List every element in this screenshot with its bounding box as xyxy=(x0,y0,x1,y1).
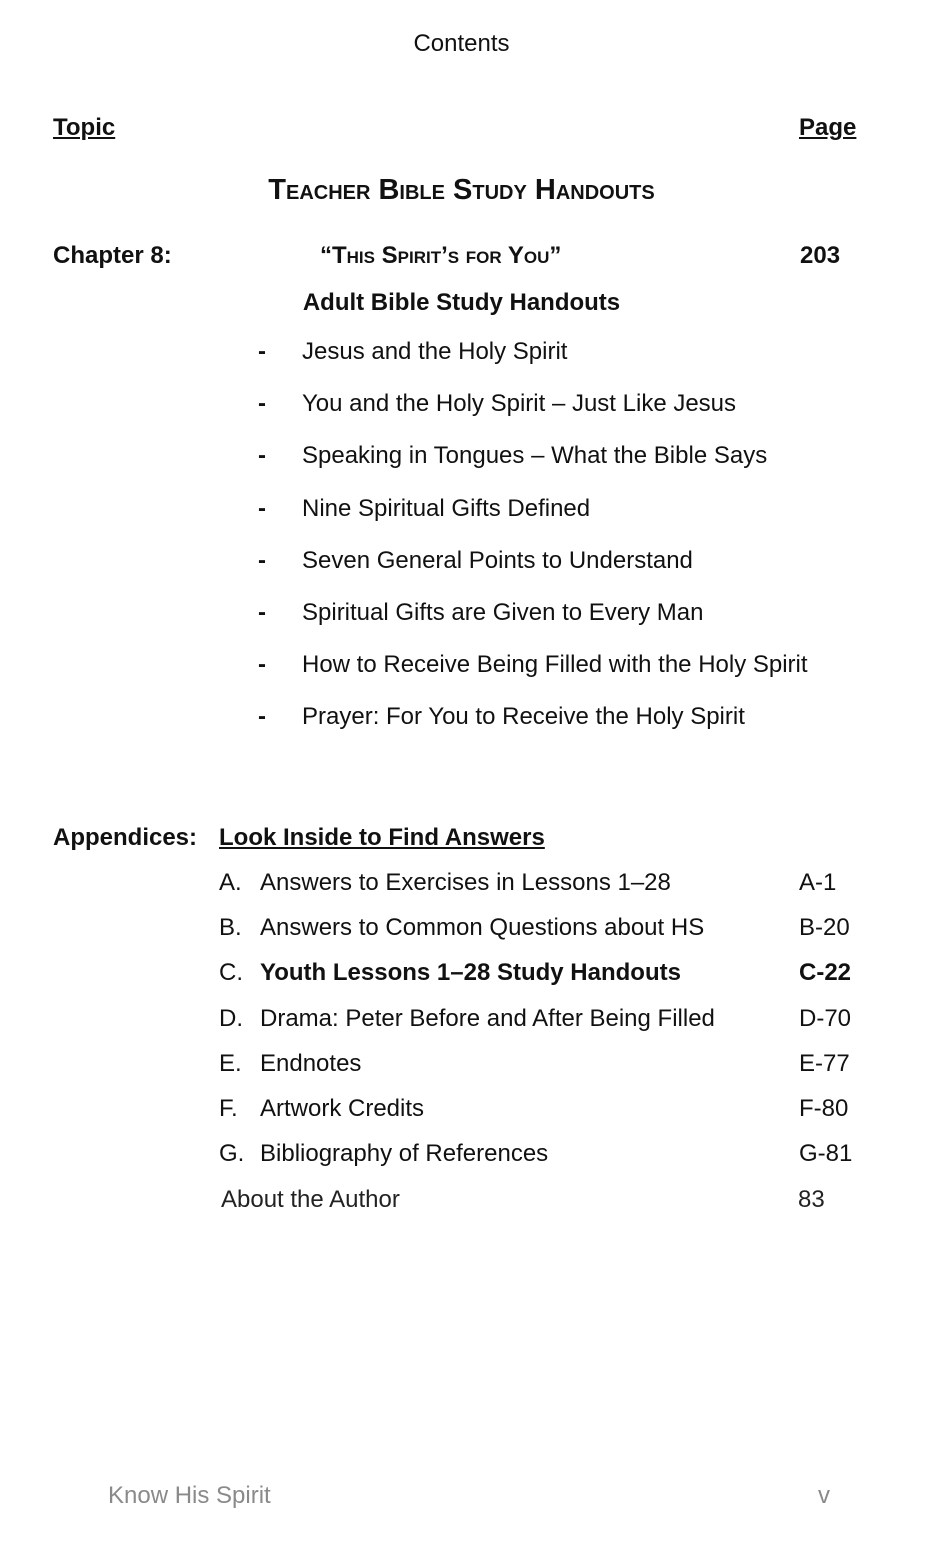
chapter-page-number: 203 xyxy=(800,242,841,269)
appendix-letter: C. xyxy=(219,959,243,987)
column-header-topic: Topic xyxy=(53,114,116,141)
list-item xyxy=(258,442,808,494)
list-item xyxy=(258,495,808,547)
list-item-text: Jesus and the Holy Spirit xyxy=(302,338,568,365)
appendix-title: Answers to Exercises in Lessons 1–28 xyxy=(260,869,671,896)
appendix-row xyxy=(219,1140,869,1185)
list-item xyxy=(258,547,808,599)
appendix-page: A-1 xyxy=(799,869,837,896)
appendix-title: Answers to Common Questions about HS xyxy=(260,914,705,942)
appendix-title: Endnotes xyxy=(260,1049,362,1077)
appendix-page: E-77 xyxy=(799,1049,850,1077)
appendix-row xyxy=(219,1005,869,1050)
dash-marker: - xyxy=(258,651,266,679)
appendix-page: D-70 xyxy=(799,1004,852,1032)
section-title: Teacher Bible Study Handouts xyxy=(268,174,655,206)
list-item xyxy=(258,338,808,390)
dash-marker: - xyxy=(258,598,266,626)
appendix-title: Bibliography of References xyxy=(260,1140,549,1168)
page-title: Contents xyxy=(413,30,510,57)
list-item-text: Prayer: For You to Receive the Holy Spirit xyxy=(302,703,745,731)
appendix-row xyxy=(219,1095,869,1140)
chapter-title: “This Spirit’s for You” xyxy=(320,242,562,269)
list-item-text: Seven General Points to Understand xyxy=(302,546,693,574)
list-item xyxy=(258,599,808,651)
chapter-subheading: Adult Bible Study Handouts xyxy=(302,289,621,316)
appendix-title: Youth Lessons 1–28 Study Handouts xyxy=(260,959,681,987)
appendix-letter: D. xyxy=(219,1004,243,1032)
list-item-text: You and the Holy Spirit – Just Like Jesus xyxy=(302,390,737,418)
appendix-row xyxy=(219,869,869,914)
appendices-list xyxy=(219,869,869,1185)
appendix-title: Artwork Credits xyxy=(260,1094,425,1122)
list-item xyxy=(258,703,808,755)
dash-marker: - xyxy=(258,703,266,731)
about-author-entry: About the Author xyxy=(221,1186,400,1213)
appendix-page: G-81 xyxy=(799,1140,853,1168)
footer-page-number: v xyxy=(818,1482,830,1509)
footer-book-title: Know His Spirit xyxy=(108,1482,271,1509)
dash-marker: - xyxy=(258,546,266,574)
appendix-page: C-22 xyxy=(799,959,852,987)
appendix-row xyxy=(219,1050,869,1095)
list-item xyxy=(258,390,808,442)
dash-marker: - xyxy=(258,442,266,470)
list-item xyxy=(258,651,808,703)
appendix-row xyxy=(219,959,869,1004)
appendix-title: Drama: Peter Before and After Being Filled xyxy=(260,1004,715,1032)
chapter-label: Chapter 8: xyxy=(53,242,172,269)
list-item-text: Speaking in Tongues – What the Bible Says xyxy=(302,442,768,470)
appendices-title: Look Inside to Find Answers xyxy=(219,824,545,851)
column-header-page: Page xyxy=(799,114,857,141)
list-item-text: Nine Spiritual Gifts Defined xyxy=(302,494,591,522)
appendix-row xyxy=(219,914,869,959)
appendix-letter: B. xyxy=(219,914,242,942)
list-item-text: How to Receive Being Filled with the Holy Spirit xyxy=(302,651,808,679)
appendix-page: F-80 xyxy=(799,1094,849,1122)
appendix-letter: G. xyxy=(219,1140,245,1168)
list-item-text: Spiritual Gifts are Given to Every Man xyxy=(302,598,704,626)
dash-marker: - xyxy=(258,390,266,418)
about-author-page: 83 xyxy=(798,1186,825,1213)
appendix-page: B-20 xyxy=(799,914,850,942)
handout-list xyxy=(258,338,808,756)
appendices-label: Appendices: xyxy=(53,824,198,851)
dash-marker: - xyxy=(258,494,266,522)
appendix-letter: F. xyxy=(219,1094,238,1122)
appendix-letter: A. xyxy=(219,869,242,896)
appendix-letter: E. xyxy=(219,1049,242,1077)
dash-marker: - xyxy=(258,338,266,365)
